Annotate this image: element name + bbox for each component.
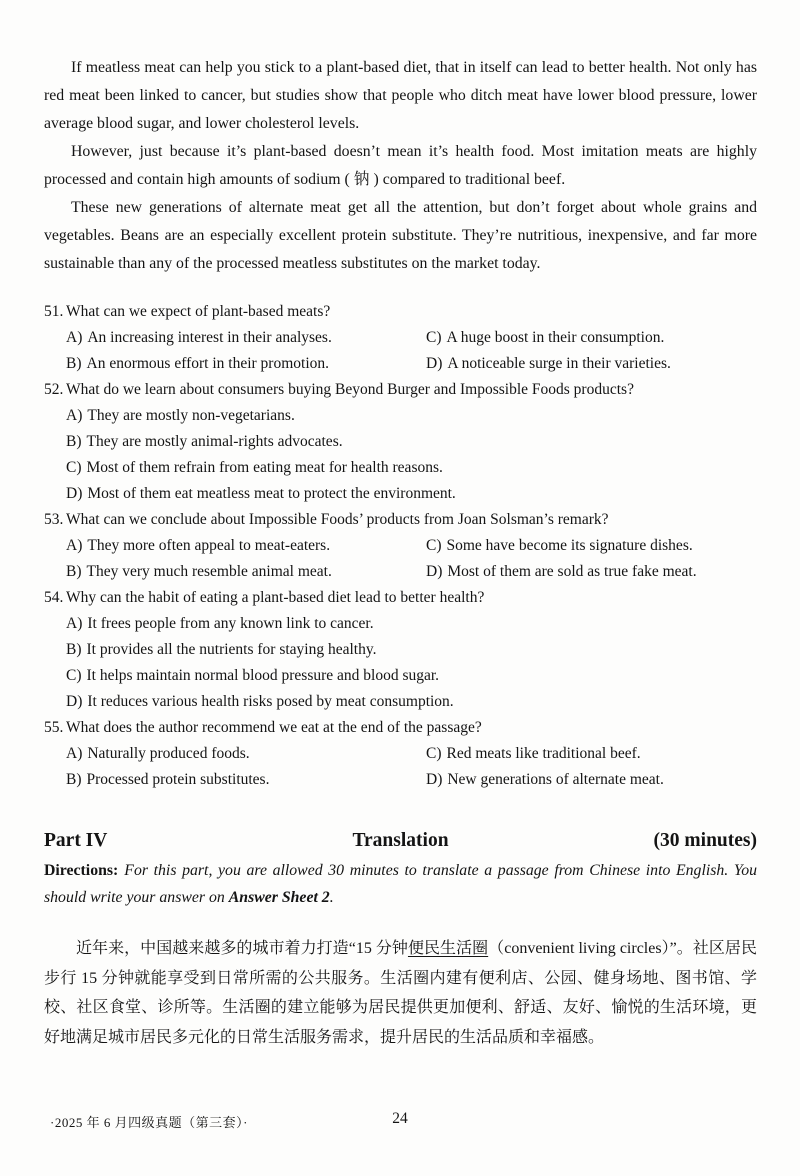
option-label: D) (66, 693, 83, 710)
question-number: 53. (44, 511, 64, 528)
option-label: C) (66, 667, 82, 684)
question-text: What can we conclude about Impossible Foods’ products from Joan Solsman’s remark? (66, 511, 609, 528)
part-iv-header (44, 828, 757, 854)
option-label: C) (426, 537, 442, 554)
option-label: B) (66, 563, 82, 580)
option-text: Most of them are sold as true fake meat. (447, 563, 697, 580)
footer-source: ·2025 年 6 月四级真题（第三套）· (50, 1115, 248, 1130)
option-b (66, 767, 426, 793)
directions-label: Directions: (44, 862, 119, 879)
option-text: New generations of alternate meat. (447, 771, 664, 788)
option-c (426, 325, 757, 351)
question-number: 55. (44, 719, 64, 736)
option-a (66, 325, 426, 351)
option-text: A noticeable surge in their varieties. (447, 355, 671, 372)
question-text: What does the author recommend we eat at the end of the passage? (66, 719, 482, 736)
options (44, 611, 757, 715)
part-label: Part IV (44, 830, 108, 851)
question-stem (44, 507, 757, 533)
question-stem (44, 715, 757, 741)
question-stem (44, 299, 757, 325)
option-label: B) (66, 355, 82, 372)
option-text: Most of them refrain from eating meat for health reasons. (86, 459, 443, 476)
option-text: It provides all the nutrients for staying healthy. (86, 641, 377, 658)
option-text: It frees people from any known link to cancer. (87, 615, 374, 632)
question-54 (44, 585, 757, 715)
options (44, 741, 757, 793)
option-text: Some have become its signature dishes. (446, 537, 693, 554)
directions-text: For this part, you are allowed 30 minutes to translate a passage from Chinese into English. You should write your answer on (44, 862, 757, 906)
options (44, 533, 757, 585)
reading-passage (44, 54, 757, 278)
option-c (66, 663, 757, 689)
passage-paragraph: However, just because it’s plant-based doesn’t mean it’s health food. Most imitation meats are highly processed and contain high amounts of sodium ( 钠 ) compared to traditional beef. (44, 143, 757, 188)
option-label: A) (66, 745, 83, 762)
option-label: A) (66, 537, 83, 554)
option-d (66, 481, 757, 507)
question-number: 54. (44, 589, 64, 606)
underlined-term: 便民生活圈 (407, 940, 489, 957)
option-label: B) (66, 771, 82, 788)
question-51 (44, 299, 757, 377)
question-52 (44, 377, 757, 507)
question-55 (44, 715, 757, 793)
passage-segment: （convenient living circles）”。社区居民步行 15 分钟就能享受到日常所需的公共服务。生活圈内建有便利店、公园、健身场地、图书馆、学校、社区食堂、诊所等。生活圈的建立能够为居民提供更加便利、舒适、友好、愉悦的生活环境，更好地满足城市居民多元化的日常生活服务需求，提升居民的生活品质和幸福感。 (44, 940, 757, 1046)
page-number: 24 (392, 1110, 408, 1127)
option-c (426, 533, 757, 559)
option-label: D) (426, 771, 443, 788)
question-stem (44, 377, 757, 403)
option-text: An increasing interest in their analyses. (87, 329, 332, 346)
option-label: C) (426, 745, 442, 762)
option-a (66, 741, 426, 767)
options (44, 325, 757, 377)
section-title: Translation (352, 830, 449, 851)
option-label: B) (66, 433, 82, 450)
option-text: They very much resemble animal meat. (86, 563, 332, 580)
option-text: It reduces various health risks posed by meat consumption. (87, 693, 454, 710)
question-text: What do we learn about consumers buying Beyond Burger and Impossible Foods products? (66, 381, 634, 398)
option-text: An enormous effort in their promotion. (86, 355, 330, 372)
section-duration: (30 minutes) (653, 830, 757, 851)
option-text: They are mostly non-vegetarians. (87, 407, 295, 424)
options (44, 403, 757, 507)
passage-paragraph: These new generations of alternate meat get all the attention, but don’t forget about whole grains and vegetables. Beans are an especially excellent protein substitute. They’re nutritious, inexpensive, and far more sustainable than any of the processed meatless substitutes on the market today. (44, 199, 757, 272)
answer-sheet-ref: Answer Sheet 2 (228, 889, 330, 906)
option-a (66, 611, 757, 637)
option-c (426, 741, 757, 767)
passage-paragraph: If meatless meat can help you stick to a plant-based diet, that in itself can lead to better health. Not only has red meat been linked to cancer, but studies show that people who ditch meat have lower blood pressure, lower average blood sugar, and lower cholesterol levels. (44, 59, 757, 132)
directions-end: . (329, 889, 334, 906)
option-text: It helps maintain normal blood pressure and blood sugar. (86, 667, 440, 684)
option-label: C) (66, 459, 82, 476)
option-text: A huge boost in their consumption. (446, 329, 665, 346)
option-b (66, 637, 757, 663)
option-label: A) (66, 615, 83, 632)
question-list (44, 299, 757, 793)
option-text: Most of them eat meatless meat to protect the environment. (87, 485, 456, 502)
option-a (66, 403, 757, 429)
option-label: D) (66, 485, 83, 502)
question-text: Why can the habit of eating a plant-based diet lead to better health? (66, 589, 485, 606)
option-text: Naturally produced foods. (87, 745, 250, 762)
option-text: They more often appeal to meat-eaters. (87, 537, 331, 554)
translation-passage (44, 934, 757, 1052)
option-c (66, 455, 757, 481)
option-label: A) (66, 329, 83, 346)
option-label: D) (426, 563, 443, 580)
option-text: Red meats like traditional beef. (446, 745, 641, 762)
option-d (426, 559, 757, 585)
option-label: C) (426, 329, 442, 346)
option-text: They are mostly animal-rights advocates. (86, 433, 343, 450)
option-d (426, 351, 757, 377)
question-number: 52. (44, 381, 64, 398)
option-d (66, 689, 757, 715)
option-label: D) (426, 355, 443, 372)
option-label: B) (66, 641, 82, 658)
directions (44, 857, 757, 911)
option-b (66, 429, 757, 455)
option-b (66, 559, 426, 585)
option-a (66, 533, 426, 559)
question-stem (44, 585, 757, 611)
option-b (66, 351, 426, 377)
option-d (426, 767, 757, 793)
question-53 (44, 507, 757, 585)
question-number: 51. (44, 303, 64, 320)
passage-segment: 近年来，中国越来越多的城市着力打造“15 分钟 (76, 940, 408, 957)
option-label: A) (66, 407, 83, 424)
option-text: Processed protein substitutes. (86, 771, 270, 788)
question-text: What can we expect of plant-based meats? (66, 303, 331, 320)
